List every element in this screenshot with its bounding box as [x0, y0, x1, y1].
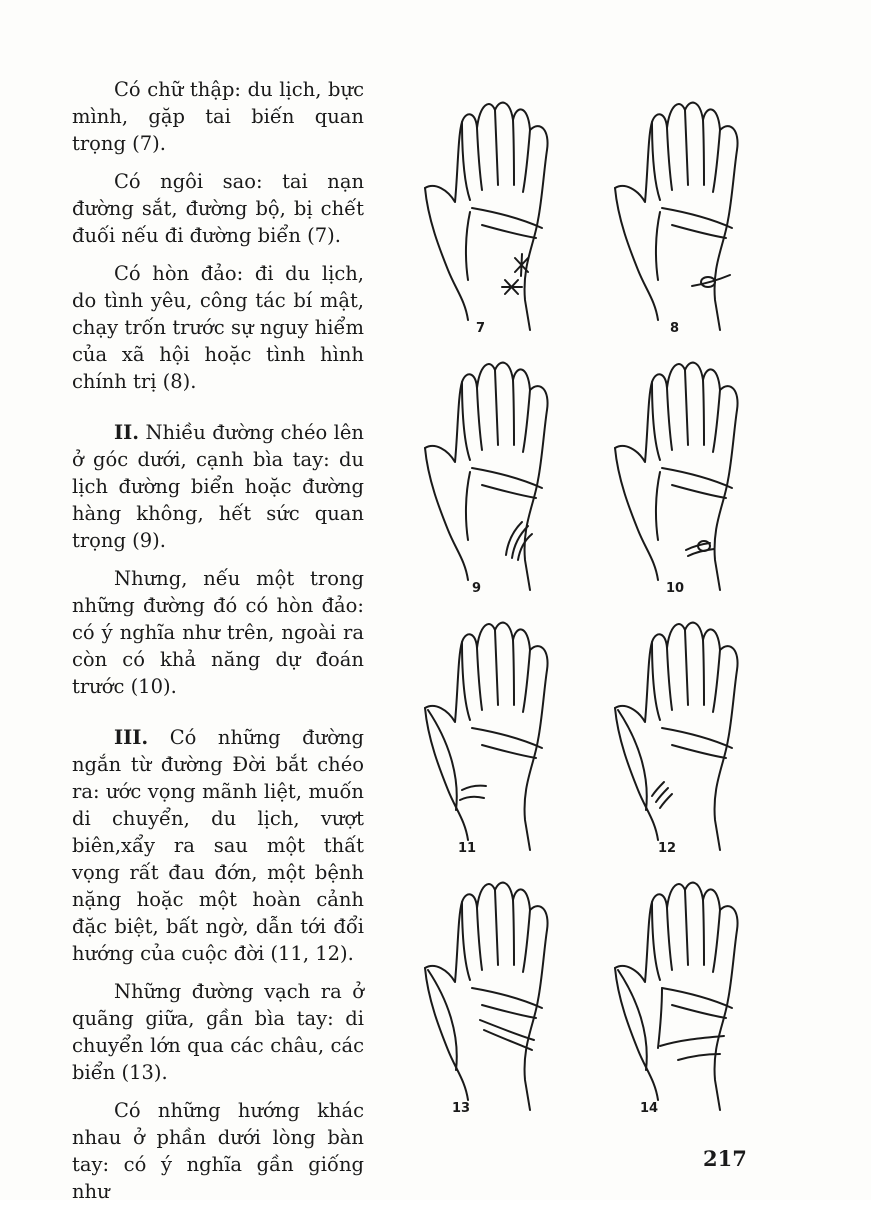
palm-figure-14 [615, 883, 738, 1116]
svg-text:9: 9 [472, 581, 482, 596]
svg-text:8: 8 [670, 321, 680, 336]
palm-illustrations [380, 80, 780, 1140]
palm-figure-11 [425, 623, 548, 856]
svg-text:12: 12 [658, 841, 677, 856]
svg-text:14: 14 [640, 1101, 659, 1116]
text-column [72, 76, 364, 1216]
svg-text:13: 13 [452, 1101, 471, 1116]
svg-text:10: 10 [666, 581, 685, 596]
paragraph: Có chữ thập: du lịch, bực mình, gặp tai biến quan trọng (7). [72, 78, 364, 155]
paragraph: Nhưng, nếu một trong những đường đó có hòn đảo: có ý nghĩa như trên, ngoài ra còn có khả năng dự đoán trước (10). [72, 567, 364, 698]
paragraph: III. Có những đường ngắn từ đường Đời bắt chéo ra: ước vọng mãnh liệt, muốn di chuyển, du lịch, vượt biên,xẩy ra sau một thất vọng rất đau đớn, một bệnh nặng hoặc một hoàn cảnh đặc biệt, bất ngờ, dẫn tới đổi hướng của cuộc đời (11, 12). [72, 726, 364, 965]
palm-figure-12 [615, 623, 738, 856]
section-numeral: II. [114, 421, 140, 444]
paragraph: II. Nhiều đường chéo lên ở góc dưới, cạnh bìa tay: du lịch đường biển hoặc đường hàng không, hết sức quan trọng (9). [72, 421, 364, 552]
palm-figure-7 [425, 103, 548, 336]
palm-figure-13 [425, 883, 548, 1116]
paragraph: Có những hướng khác nhau ở phần dưới lòng bàn tay: có ý nghĩa gần giống như [72, 1099, 364, 1203]
paragraph: Những đường vạch ra ở quãng giữa, gần bìa tay: di chuyển lớn qua các châu, các biển (13). [72, 980, 364, 1084]
palm-figure-8 [615, 103, 738, 336]
section-numeral: III. [114, 726, 149, 749]
palm-figure-9 [425, 363, 548, 596]
paragraph: Có hòn đảo: đi du lịch, do tình yêu, công tác bí mật, chạy trốn trước sự nguy hiểm của xã hội hoặc tình hình chính trị (8). [72, 262, 364, 393]
svg-text:11: 11 [458, 841, 477, 856]
paragraph: Có ngôi sao: tai nạn đường sắt, đường bộ, bị chết đuối nếu đi đường biển (7). [72, 170, 364, 247]
svg-text:7: 7 [476, 321, 486, 336]
page-number: 217 [703, 1146, 747, 1171]
palm-figure-10 [615, 363, 738, 596]
